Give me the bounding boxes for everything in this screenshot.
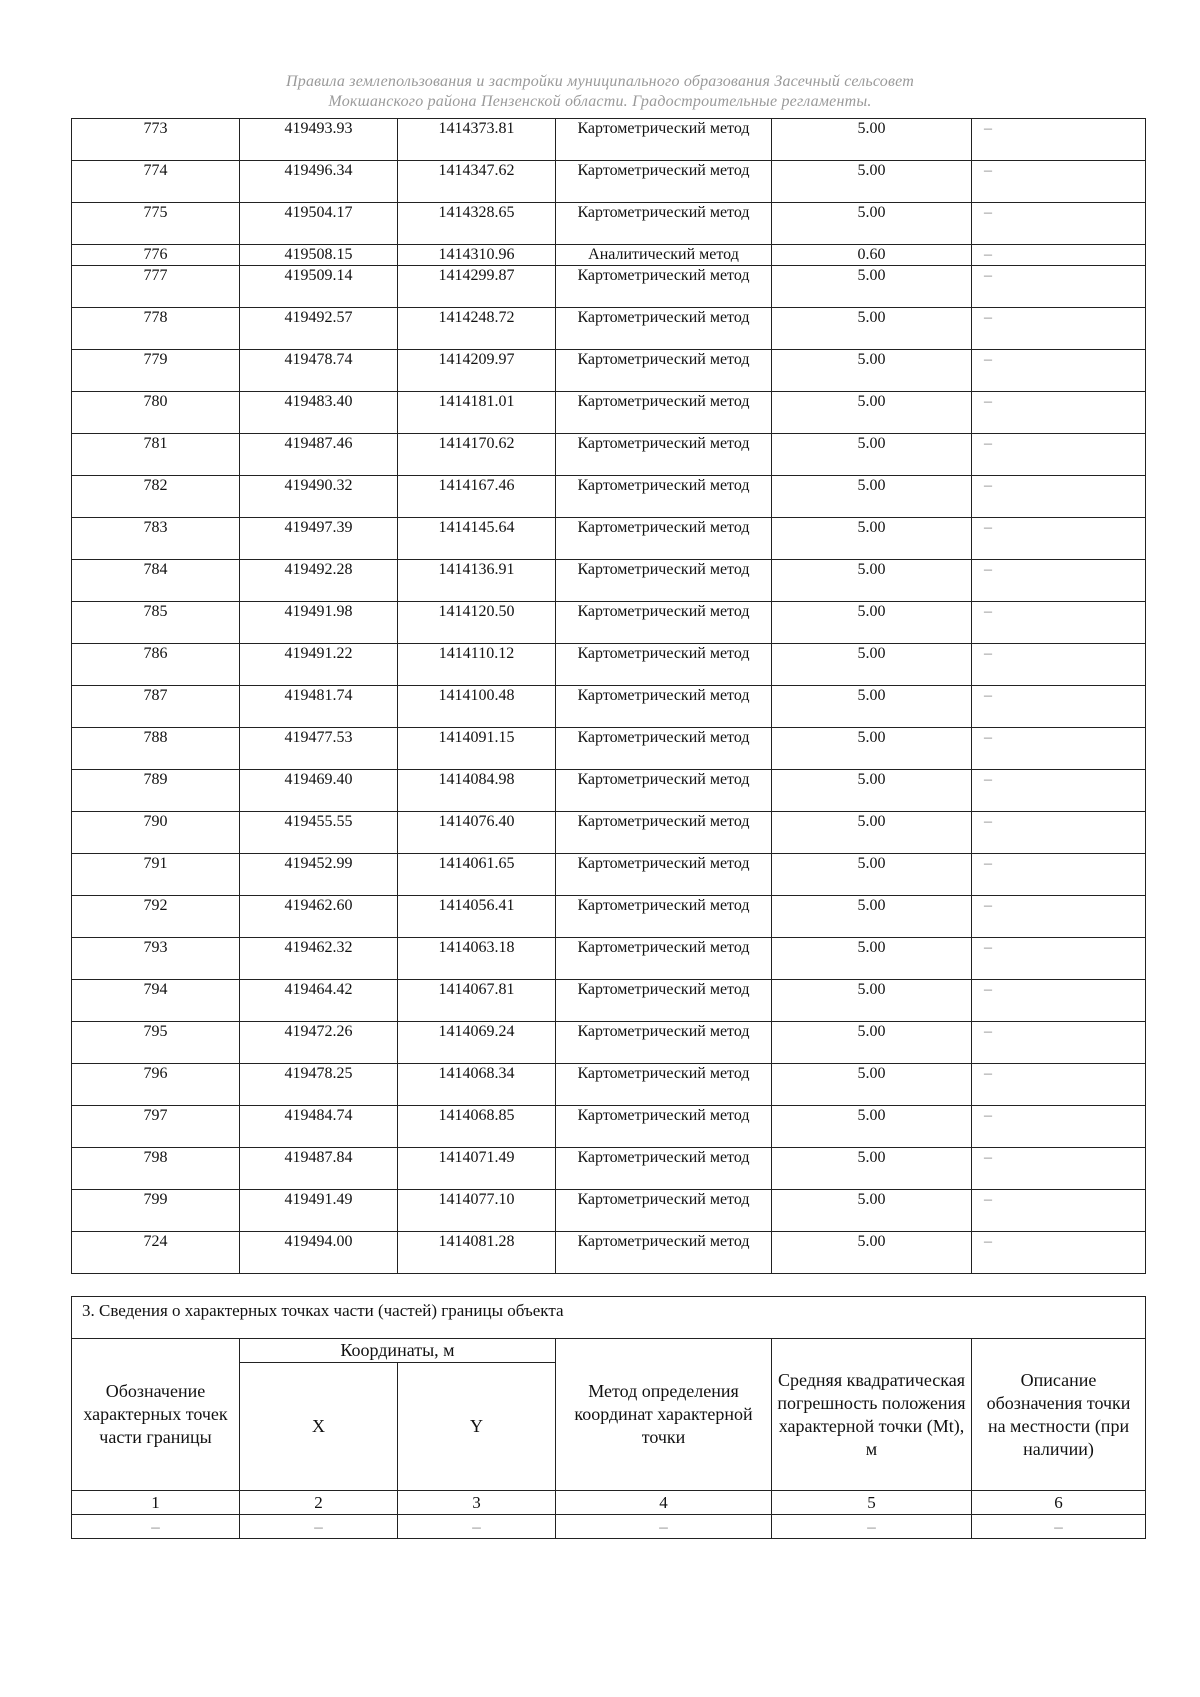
table-row (72, 203, 1146, 245)
point-number-cell: 796 (72, 1064, 240, 1106)
table-row (72, 350, 1146, 392)
point-number-cell: 787 (72, 686, 240, 728)
x-coordinate-cell: 419484.74 (240, 1106, 398, 1148)
description-cell: – (972, 644, 1146, 686)
method-cell: Картометрический метод (556, 1190, 772, 1232)
description-cell: – (972, 812, 1146, 854)
description-cell: – (972, 161, 1146, 203)
accuracy-cell: 5.00 (772, 560, 972, 602)
empty-cell: – (398, 1515, 556, 1539)
x-coordinate-cell: 419481.74 (240, 686, 398, 728)
empty-cell: – (556, 1515, 772, 1539)
x-coordinate-cell: 419490.32 (240, 476, 398, 518)
table-row (72, 1022, 1146, 1064)
method-cell: Картометрический метод (556, 518, 772, 560)
y-coordinate-cell: 1414077.10 (398, 1190, 556, 1232)
table-row (72, 770, 1146, 812)
x-coordinate-cell: 419491.22 (240, 644, 398, 686)
description-cell: – (972, 602, 1146, 644)
description-cell: – (972, 308, 1146, 350)
point-number-cell: 794 (72, 980, 240, 1022)
table-row (72, 245, 1146, 266)
table-row (72, 1106, 1146, 1148)
point-number-cell: 778 (72, 308, 240, 350)
table-row (72, 1232, 1146, 1274)
method-cell: Картометрический метод (556, 938, 772, 980)
description-cell: – (972, 560, 1146, 602)
y-coordinate-cell: 1414076.40 (398, 812, 556, 854)
y-coordinate-cell: 1414067.81 (398, 980, 556, 1022)
column-number: 1 (72, 1491, 240, 1515)
table-row (72, 812, 1146, 854)
accuracy-cell: 5.00 (772, 308, 972, 350)
y-coordinate-cell: 1414248.72 (398, 308, 556, 350)
accuracy-cell: 5.00 (772, 350, 972, 392)
description-cell: – (972, 203, 1146, 245)
y-coordinate-cell: 1414347.62 (398, 161, 556, 203)
y-coordinate-cell: 1414100.48 (398, 686, 556, 728)
x-coordinate-cell: 419509.14 (240, 266, 398, 308)
empty-cell: – (240, 1515, 398, 1539)
x-coordinate-cell: 419487.46 (240, 434, 398, 476)
description-cell: – (972, 728, 1146, 770)
column-number: 4 (556, 1491, 772, 1515)
point-number-cell: 777 (72, 266, 240, 308)
accuracy-cell: 5.00 (772, 896, 972, 938)
y-coordinate-cell: 1414136.91 (398, 560, 556, 602)
x-coordinate-cell: 419487.84 (240, 1148, 398, 1190)
y-coordinate-cell: 1414110.12 (398, 644, 556, 686)
description-cell: – (972, 1190, 1146, 1232)
x-coordinate-cell: 419504.17 (240, 203, 398, 245)
accuracy-cell: 5.00 (772, 938, 972, 980)
table-row (72, 938, 1146, 980)
x-coordinate-cell: 419492.57 (240, 308, 398, 350)
empty-cell: – (72, 1515, 240, 1539)
y-coordinate-cell: 1414061.65 (398, 854, 556, 896)
accuracy-cell: 5.00 (772, 161, 972, 203)
table-row (72, 1064, 1146, 1106)
x-coordinate-cell: 419478.25 (240, 1064, 398, 1106)
table-row (72, 980, 1146, 1022)
description-cell: – (972, 770, 1146, 812)
accuracy-cell: 5.00 (772, 1106, 972, 1148)
description-cell: – (972, 854, 1146, 896)
description-cell: – (972, 350, 1146, 392)
header-line-2: Мокшанского района Пензенской области. Градостроительные регламенты. (328, 93, 872, 110)
method-cell: Картометрический метод (556, 161, 772, 203)
x-coordinate-cell: 419478.74 (240, 350, 398, 392)
point-number-cell: 775 (72, 203, 240, 245)
table-row (72, 308, 1146, 350)
accuracy-cell: 5.00 (772, 686, 972, 728)
accuracy-cell: 5.00 (772, 728, 972, 770)
table-row (72, 518, 1146, 560)
y-coordinate-cell: 1414068.85 (398, 1106, 556, 1148)
x-coordinate-cell: 419494.00 (240, 1232, 398, 1274)
method-cell: Картометрический метод (556, 434, 772, 476)
point-number-cell: 781 (72, 434, 240, 476)
description-cell: – (972, 266, 1146, 308)
accuracy-cell: 5.00 (772, 812, 972, 854)
y-coordinate-cell: 1414167.46 (398, 476, 556, 518)
col-header-accuracy: Средняя квадратическая погрешность положения характерной точки (Mt), м (772, 1339, 972, 1491)
method-cell: Картометрический метод (556, 119, 772, 161)
x-coordinate-cell: 419472.26 (240, 1022, 398, 1064)
method-cell: Картометрический метод (556, 896, 772, 938)
method-cell: Картометрический метод (556, 1106, 772, 1148)
x-coordinate-cell: 419462.60 (240, 896, 398, 938)
y-coordinate-cell: 1414181.01 (398, 392, 556, 434)
method-cell: Картометрический метод (556, 812, 772, 854)
point-number-cell: 795 (72, 1022, 240, 1064)
accuracy-cell: 0.60 (772, 245, 972, 266)
x-coordinate-cell: 419496.34 (240, 161, 398, 203)
description-cell: – (972, 980, 1146, 1022)
empty-data-row (72, 1515, 1146, 1539)
y-coordinate-cell: 1414069.24 (398, 1022, 556, 1064)
point-number-cell: 782 (72, 476, 240, 518)
accuracy-cell: 5.00 (772, 434, 972, 476)
empty-cell: – (972, 1515, 1146, 1539)
accuracy-cell: 5.00 (772, 854, 972, 896)
y-coordinate-cell: 1414373.81 (398, 119, 556, 161)
point-number-cell: 773 (72, 119, 240, 161)
point-number-cell: 774 (72, 161, 240, 203)
y-coordinate-cell: 1414081.28 (398, 1232, 556, 1274)
accuracy-cell: 5.00 (772, 1190, 972, 1232)
point-number-cell: 783 (72, 518, 240, 560)
method-cell: Картометрический метод (556, 1064, 772, 1106)
y-coordinate-cell: 1414056.41 (398, 896, 556, 938)
empty-cell: – (772, 1515, 972, 1539)
header-line-1: Правила землепользования и застройки муниципального образования Засечный сельсовет (285, 73, 914, 90)
accuracy-cell: 5.00 (772, 476, 972, 518)
point-number-cell: 798 (72, 1148, 240, 1190)
x-coordinate-cell: 419491.98 (240, 602, 398, 644)
method-cell: Аналитический метод (556, 245, 772, 266)
point-number-cell: 799 (72, 1190, 240, 1232)
method-cell: Картометрический метод (556, 644, 772, 686)
method-cell: Картометрический метод (556, 392, 772, 434)
description-cell: – (972, 1106, 1146, 1148)
table-row (72, 896, 1146, 938)
accuracy-cell: 5.00 (772, 392, 972, 434)
table-row (72, 602, 1146, 644)
accuracy-cell: 5.00 (772, 119, 972, 161)
y-coordinate-cell: 1414170.62 (398, 434, 556, 476)
table-row (72, 1148, 1146, 1190)
description-cell: – (972, 476, 1146, 518)
description-cell: – (972, 1148, 1146, 1190)
description-cell: – (972, 392, 1146, 434)
table-row (72, 854, 1146, 896)
x-coordinate-cell: 419469.40 (240, 770, 398, 812)
method-cell: Картометрический метод (556, 728, 772, 770)
y-coordinate-cell: 1414071.49 (398, 1148, 556, 1190)
accuracy-cell: 5.00 (772, 1148, 972, 1190)
point-number-cell: 788 (72, 728, 240, 770)
method-cell: Картометрический метод (556, 770, 772, 812)
y-coordinate-cell: 1414091.15 (398, 728, 556, 770)
table-row (72, 392, 1146, 434)
description-cell: – (972, 938, 1146, 980)
accuracy-cell: 5.00 (772, 518, 972, 560)
x-coordinate-cell: 419497.39 (240, 518, 398, 560)
point-number-cell: 797 (72, 1106, 240, 1148)
x-coordinate-cell: 419452.99 (240, 854, 398, 896)
y-coordinate-cell: 1414299.87 (398, 266, 556, 308)
method-cell: Картометрический метод (556, 203, 772, 245)
col-header-designation: Обозначение характерных точек части границы (72, 1339, 240, 1491)
method-cell: Картометрический метод (556, 476, 772, 518)
document-header (0, 72, 1200, 112)
description-cell: – (972, 1064, 1146, 1106)
table-row (72, 266, 1146, 308)
accuracy-cell: 5.00 (772, 770, 972, 812)
accuracy-cell: 5.00 (772, 602, 972, 644)
method-cell: Картометрический метод (556, 266, 772, 308)
column-numbers-row (72, 1491, 1146, 1515)
point-number-cell: 793 (72, 938, 240, 980)
method-cell: Картометрический метод (556, 1232, 772, 1274)
table-row (72, 644, 1146, 686)
description-cell: – (972, 896, 1146, 938)
description-cell: – (972, 1022, 1146, 1064)
accuracy-cell: 5.00 (772, 644, 972, 686)
x-coordinate-cell: 419455.55 (240, 812, 398, 854)
method-cell: Картометрический метод (556, 854, 772, 896)
method-cell: Картометрический метод (556, 560, 772, 602)
description-cell: – (972, 434, 1146, 476)
col-header-coordinates: Координаты, м (240, 1339, 556, 1363)
y-coordinate-cell: 1414145.64 (398, 518, 556, 560)
column-number: 6 (972, 1491, 1146, 1515)
table-row (72, 119, 1146, 161)
method-cell: Картометрический метод (556, 1022, 772, 1064)
accuracy-cell: 5.00 (772, 1064, 972, 1106)
column-number: 5 (772, 1491, 972, 1515)
table-row (72, 728, 1146, 770)
points-table (71, 118, 1146, 1274)
section-3-title: 3. Сведения о характерных точках части (частей) границы объекта (72, 1297, 1146, 1339)
y-coordinate-cell: 1414328.65 (398, 203, 556, 245)
column-number: 2 (240, 1491, 398, 1515)
points-table-body (72, 119, 1146, 1274)
col-header-x: X (240, 1363, 398, 1491)
method-cell: Картометрический метод (556, 980, 772, 1022)
x-coordinate-cell: 419508.15 (240, 245, 398, 266)
col-header-y: Y (398, 1363, 556, 1491)
x-coordinate-cell: 419464.42 (240, 980, 398, 1022)
point-number-cell: 779 (72, 350, 240, 392)
accuracy-cell: 5.00 (772, 266, 972, 308)
accuracy-cell: 5.00 (772, 1022, 972, 1064)
y-coordinate-cell: 1414310.96 (398, 245, 556, 266)
x-coordinate-cell: 419477.53 (240, 728, 398, 770)
description-cell: – (972, 518, 1146, 560)
x-coordinate-cell: 419491.49 (240, 1190, 398, 1232)
y-coordinate-cell: 1414084.98 (398, 770, 556, 812)
x-coordinate-cell: 419492.28 (240, 560, 398, 602)
table-row (72, 476, 1146, 518)
point-number-cell: 789 (72, 770, 240, 812)
method-cell: Картометрический метод (556, 686, 772, 728)
point-number-cell: 786 (72, 644, 240, 686)
table-row (72, 161, 1146, 203)
point-number-cell: 780 (72, 392, 240, 434)
x-coordinate-cell: 419483.40 (240, 392, 398, 434)
description-cell: – (972, 686, 1146, 728)
point-number-cell: 776 (72, 245, 240, 266)
method-cell: Картометрический метод (556, 1148, 772, 1190)
method-cell: Картометрический метод (556, 350, 772, 392)
col-header-description: Описание обозначения точки на местности (при наличии) (972, 1339, 1146, 1491)
point-number-cell: 791 (72, 854, 240, 896)
description-cell: – (972, 245, 1146, 266)
description-cell: – (972, 119, 1146, 161)
accuracy-cell: 5.00 (772, 203, 972, 245)
table-row (72, 1190, 1146, 1232)
accuracy-cell: 5.00 (772, 1232, 972, 1274)
point-number-cell: 724 (72, 1232, 240, 1274)
method-cell: Картометрический метод (556, 308, 772, 350)
x-coordinate-cell: 419462.32 (240, 938, 398, 980)
point-number-cell: 785 (72, 602, 240, 644)
accuracy-cell: 5.00 (772, 980, 972, 1022)
table-row (72, 560, 1146, 602)
section-3-table (71, 1296, 1146, 1539)
table-row (72, 686, 1146, 728)
column-number: 3 (398, 1491, 556, 1515)
col-header-method: Метод определения координат характерной точки (556, 1339, 772, 1491)
x-coordinate-cell: 419493.93 (240, 119, 398, 161)
table-row (72, 434, 1146, 476)
point-number-cell: 792 (72, 896, 240, 938)
y-coordinate-cell: 1414120.50 (398, 602, 556, 644)
y-coordinate-cell: 1414209.97 (398, 350, 556, 392)
y-coordinate-cell: 1414063.18 (398, 938, 556, 980)
method-cell: Картометрический метод (556, 602, 772, 644)
point-number-cell: 784 (72, 560, 240, 602)
y-coordinate-cell: 1414068.34 (398, 1064, 556, 1106)
point-number-cell: 790 (72, 812, 240, 854)
description-cell: – (972, 1232, 1146, 1274)
